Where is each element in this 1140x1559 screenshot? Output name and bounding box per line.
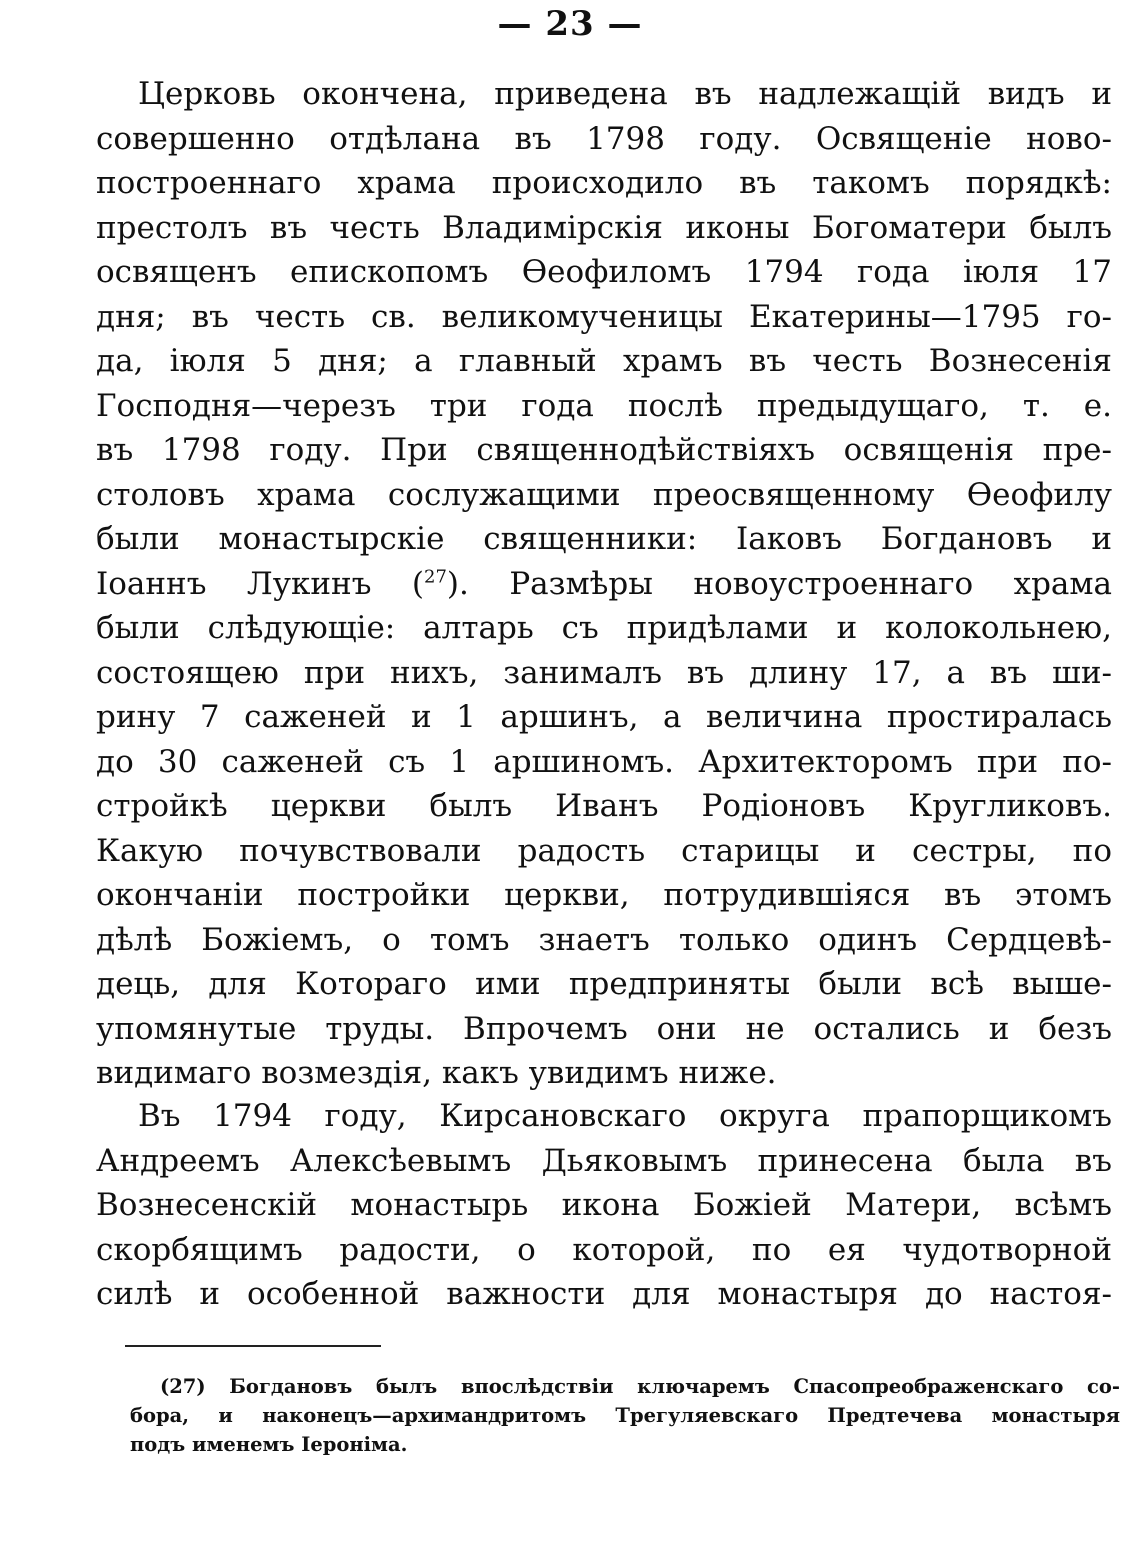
text-line: видимаго возмездія, какъ увидимъ ниже. bbox=[96, 1055, 777, 1091]
text-line: упомянутые труды. Впрочемъ они не остались и безъ bbox=[96, 1010, 1112, 1047]
text-line: состоящею при нихъ, занималъ въ длину 17, а въ ши- bbox=[96, 654, 1112, 691]
text-line-with-footnote-ref bbox=[96, 562, 1112, 607]
text-line: рину 7 саженей и 1 аршинъ, а величина простиралась bbox=[96, 699, 1112, 735]
text-line: стройкѣ церкви былъ Иванъ Родіоновъ Кругликовъ. bbox=[96, 788, 1112, 824]
text-line: престолъ въ честь Владимірскія иконы Богоматери былъ bbox=[96, 209, 1112, 246]
paragraph-1 bbox=[96, 72, 1112, 1096]
text-line: Какую почувствовали радость старицы и сестры, по bbox=[96, 832, 1112, 869]
text-line: да, іюля 5 дня; а главный храмъ въ честь Вознесенія bbox=[96, 343, 1112, 379]
text-line: Церковь окончена, приведена въ надлежащій видъ и bbox=[138, 76, 1112, 112]
text-line: скорбящимъ радости, о которой, по ея чудотворной bbox=[96, 1231, 1112, 1268]
text-line: были слѣдующіе: алтарь съ придѣлами и колокольнею, bbox=[96, 610, 1112, 646]
text-line: въ 1798 году. При священнодѣйствіяхъ освященія пре- bbox=[96, 432, 1112, 468]
text-line: Вознесенскій монастырь икона Божіей Матери, всѣмъ bbox=[96, 1187, 1112, 1223]
text-line: окончаніи постройки церкви, потрудившіяся въ этомъ bbox=[96, 877, 1112, 913]
text-line: силѣ и особенной важности для монастыря до настоя- bbox=[96, 1276, 1112, 1312]
text-line: дня; въ честь св. великомученицы Екатерины—1795 го- bbox=[96, 298, 1112, 335]
page-number: — 23 — bbox=[497, 4, 643, 44]
text-line: были монастырскіе священники: Іаковъ Богдановъ и bbox=[96, 521, 1112, 557]
text-line: дець, для Котораго ими предприняты были всѣ выше- bbox=[96, 966, 1112, 1002]
footnote bbox=[130, 1372, 1120, 1459]
text-line: построеннаго храма происходило въ такомъ порядкѣ: bbox=[96, 165, 1112, 201]
text-segment: ). Размѣры новоустроеннаго храма bbox=[446, 565, 1112, 602]
text-line: столовъ храма сослужащими преосвященному Ѳеофилу bbox=[96, 476, 1112, 513]
text-line: до 30 саженей съ 1 аршиномъ. Архитекторомъ при по- bbox=[96, 743, 1112, 780]
text-line: Андреемъ Алексѣевымъ Дьяковымъ принесена была въ bbox=[96, 1142, 1112, 1179]
footnote-line: бора, и наконецъ—архимандритомъ Трегуляевскаго Предтечева монастыря bbox=[130, 1404, 1120, 1427]
text-line: дѣлѣ Божіемъ, о томъ знаетъ только одинъ Сердцевѣ- bbox=[96, 921, 1112, 958]
footnote-reference[interactable]: 27 bbox=[424, 566, 447, 588]
paragraph-2 bbox=[96, 1094, 1112, 1317]
footnote-line: подъ именемъ Іероніма. bbox=[130, 1433, 408, 1456]
text-line: Въ 1794 году, Кирсановскаго округа прапорщикомъ bbox=[138, 1098, 1112, 1134]
footnote-line: (27) Богдановъ былъ впослѣдствіи ключаремъ Спасопреображенскаго со- bbox=[160, 1375, 1120, 1398]
text-line: совершенно отдѣлана въ 1798 году. Освященіе ново- bbox=[96, 120, 1112, 157]
text-line: Господня—черезъ три года послѣ предыдущаго, т. е. bbox=[96, 387, 1112, 424]
text-segment: Іоаннъ Лукинъ ( bbox=[96, 565, 424, 602]
text-line: освященъ епископомъ Ѳеофиломъ 1794 года іюля 17 bbox=[96, 254, 1112, 290]
footnote-divider bbox=[125, 1345, 381, 1347]
